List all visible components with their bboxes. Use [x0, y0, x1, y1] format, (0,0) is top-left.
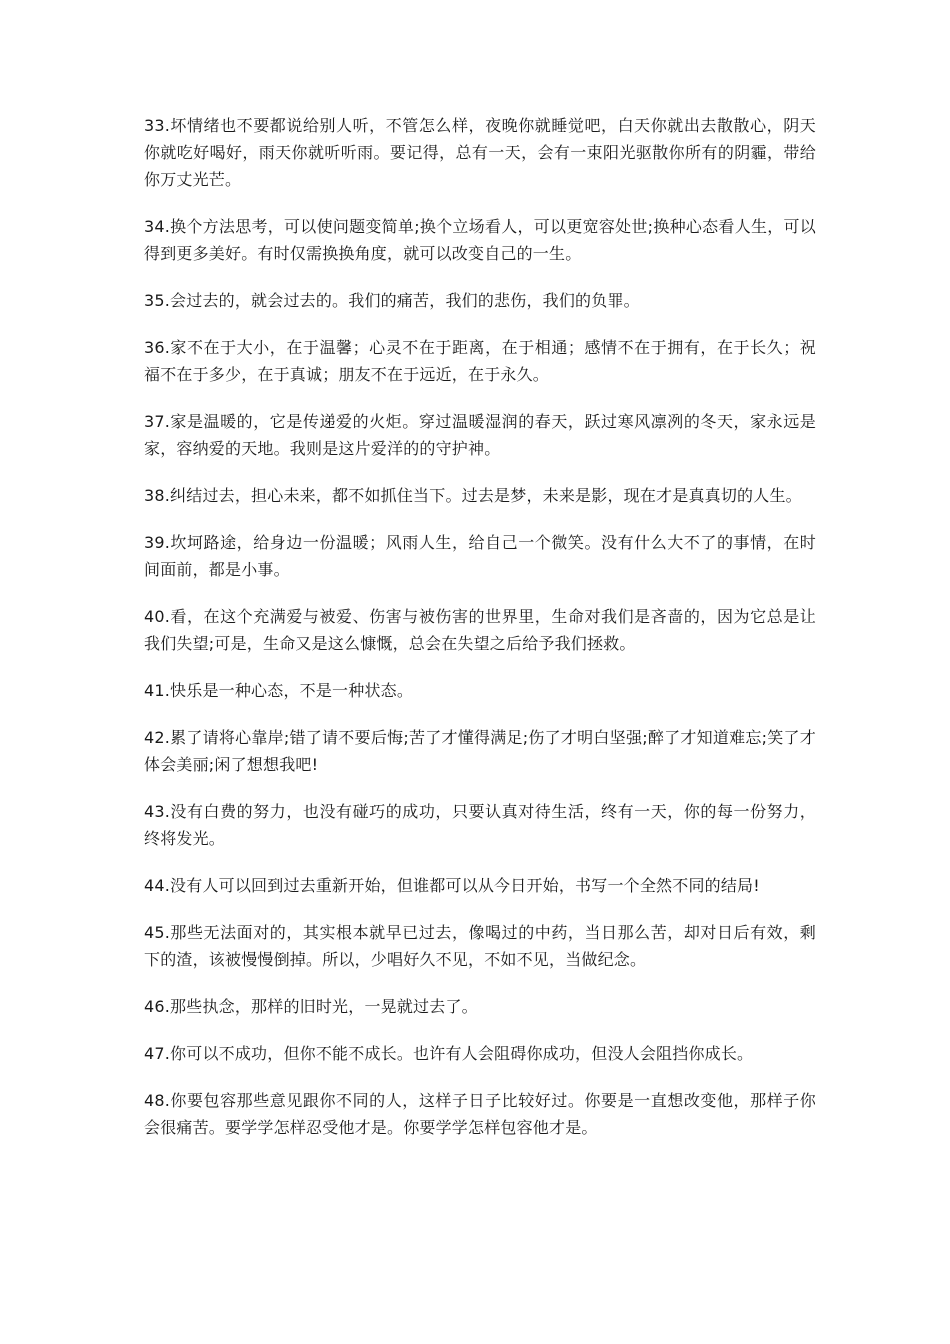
paragraph-37: 37.家是温暖的，它是传递爱的火炬。穿过温暖湿润的春天，跃过寒风凛冽的冬天，家永远是家，容纳爱的天地。我则是这片爱洋的的守护神。 [144, 412, 816, 458]
paragraph-33: 33.坏情绪也不要都说给别人听，不管怎么样，夜晚你就睡觉吧，白天你就出去散散心，阴天你就吃好喝好，雨天你就听听雨。要记得，总有一天，会有一束阳光驱散你所有的阴霾，带给你万丈光芒。 [144, 116, 816, 189]
paragraph-39: 39.坎坷路途，给身边一份温暖；风雨人生，给自己一个微笑。没有什么大不了的事情，在时间面前，都是小事。 [144, 533, 816, 579]
paragraph-46: 46.那些执念，那样的旧时光，一晃就过去了。 [144, 997, 478, 1016]
paragraph-38: 38.纠结过去，担心未来，都不如抓住当下。过去是梦，未来是影，现在才是真真切的人生。 [144, 486, 802, 505]
paragraph-40: 40.看，在这个充满爱与被爱、伤害与被伤害的世界里，生命对我们是吝啬的，因为它总是让我们失望;可是，生命又是这么慷慨，总会在失望之后给予我们拯救。 [144, 607, 816, 653]
paragraph-43: 43.没有白费的努力，也没有碰巧的成功，只要认真对待生活，终有一天，你的每一份努力，终将发光。 [144, 802, 816, 848]
paragraph-35: 35.会过去的，就会过去的。我们的痛苦，我们的悲伤，我们的负罪。 [144, 291, 640, 310]
paragraph-45: 45.那些无法面对的，其实根本就早已过去，像喝过的中药，当日那么苦，却对日后有效，剩下的渣，该被慢慢倒掉。所以，少唱好久不见，不如不见，当做纪念。 [144, 923, 816, 969]
paragraph-44: 44.没有人可以回到过去重新开始，但谁都可以从今日开始，书写一个全然不同的结局! [144, 876, 760, 895]
paragraph-36: 36.家不在于大小，在于温馨；心灵不在于距离，在于相通；感情不在于拥有，在于长久；祝福不在于多少，在于真诚；朋友不在于远近，在于永久。 [144, 338, 816, 384]
paragraph-42: 42.累了请将心靠岸;错了请不要后悔;苦了才懂得满足;伤了才明白坚强;醉了才知道难忘;笑了才体会美丽;闲了想想我吧! [144, 728, 816, 774]
paragraph-41: 41.快乐是一种心态，不是一种状态。 [144, 681, 414, 700]
paragraph-34: 34.换个方法思考，可以使问题变简单;换个立场看人，可以更宽容处世;换种心态看人生，可以得到更多美好。有时仅需换换角度，就可以改变自己的一生。 [144, 217, 816, 263]
paragraph-48: 48.你要包容那些意见跟你不同的人，这样子日子比较好过。你要是一直想改变他，那样子你会很痛苦。要学学怎样忍受他才是。你要学学怎样包容他才是。 [144, 1091, 816, 1137]
document-body [144, 112, 816, 1161]
paragraph-47: 47.你可以不成功，但你不能不成长。也许有人会阻碍你成功，但没人会阻挡你成长。 [144, 1044, 754, 1063]
